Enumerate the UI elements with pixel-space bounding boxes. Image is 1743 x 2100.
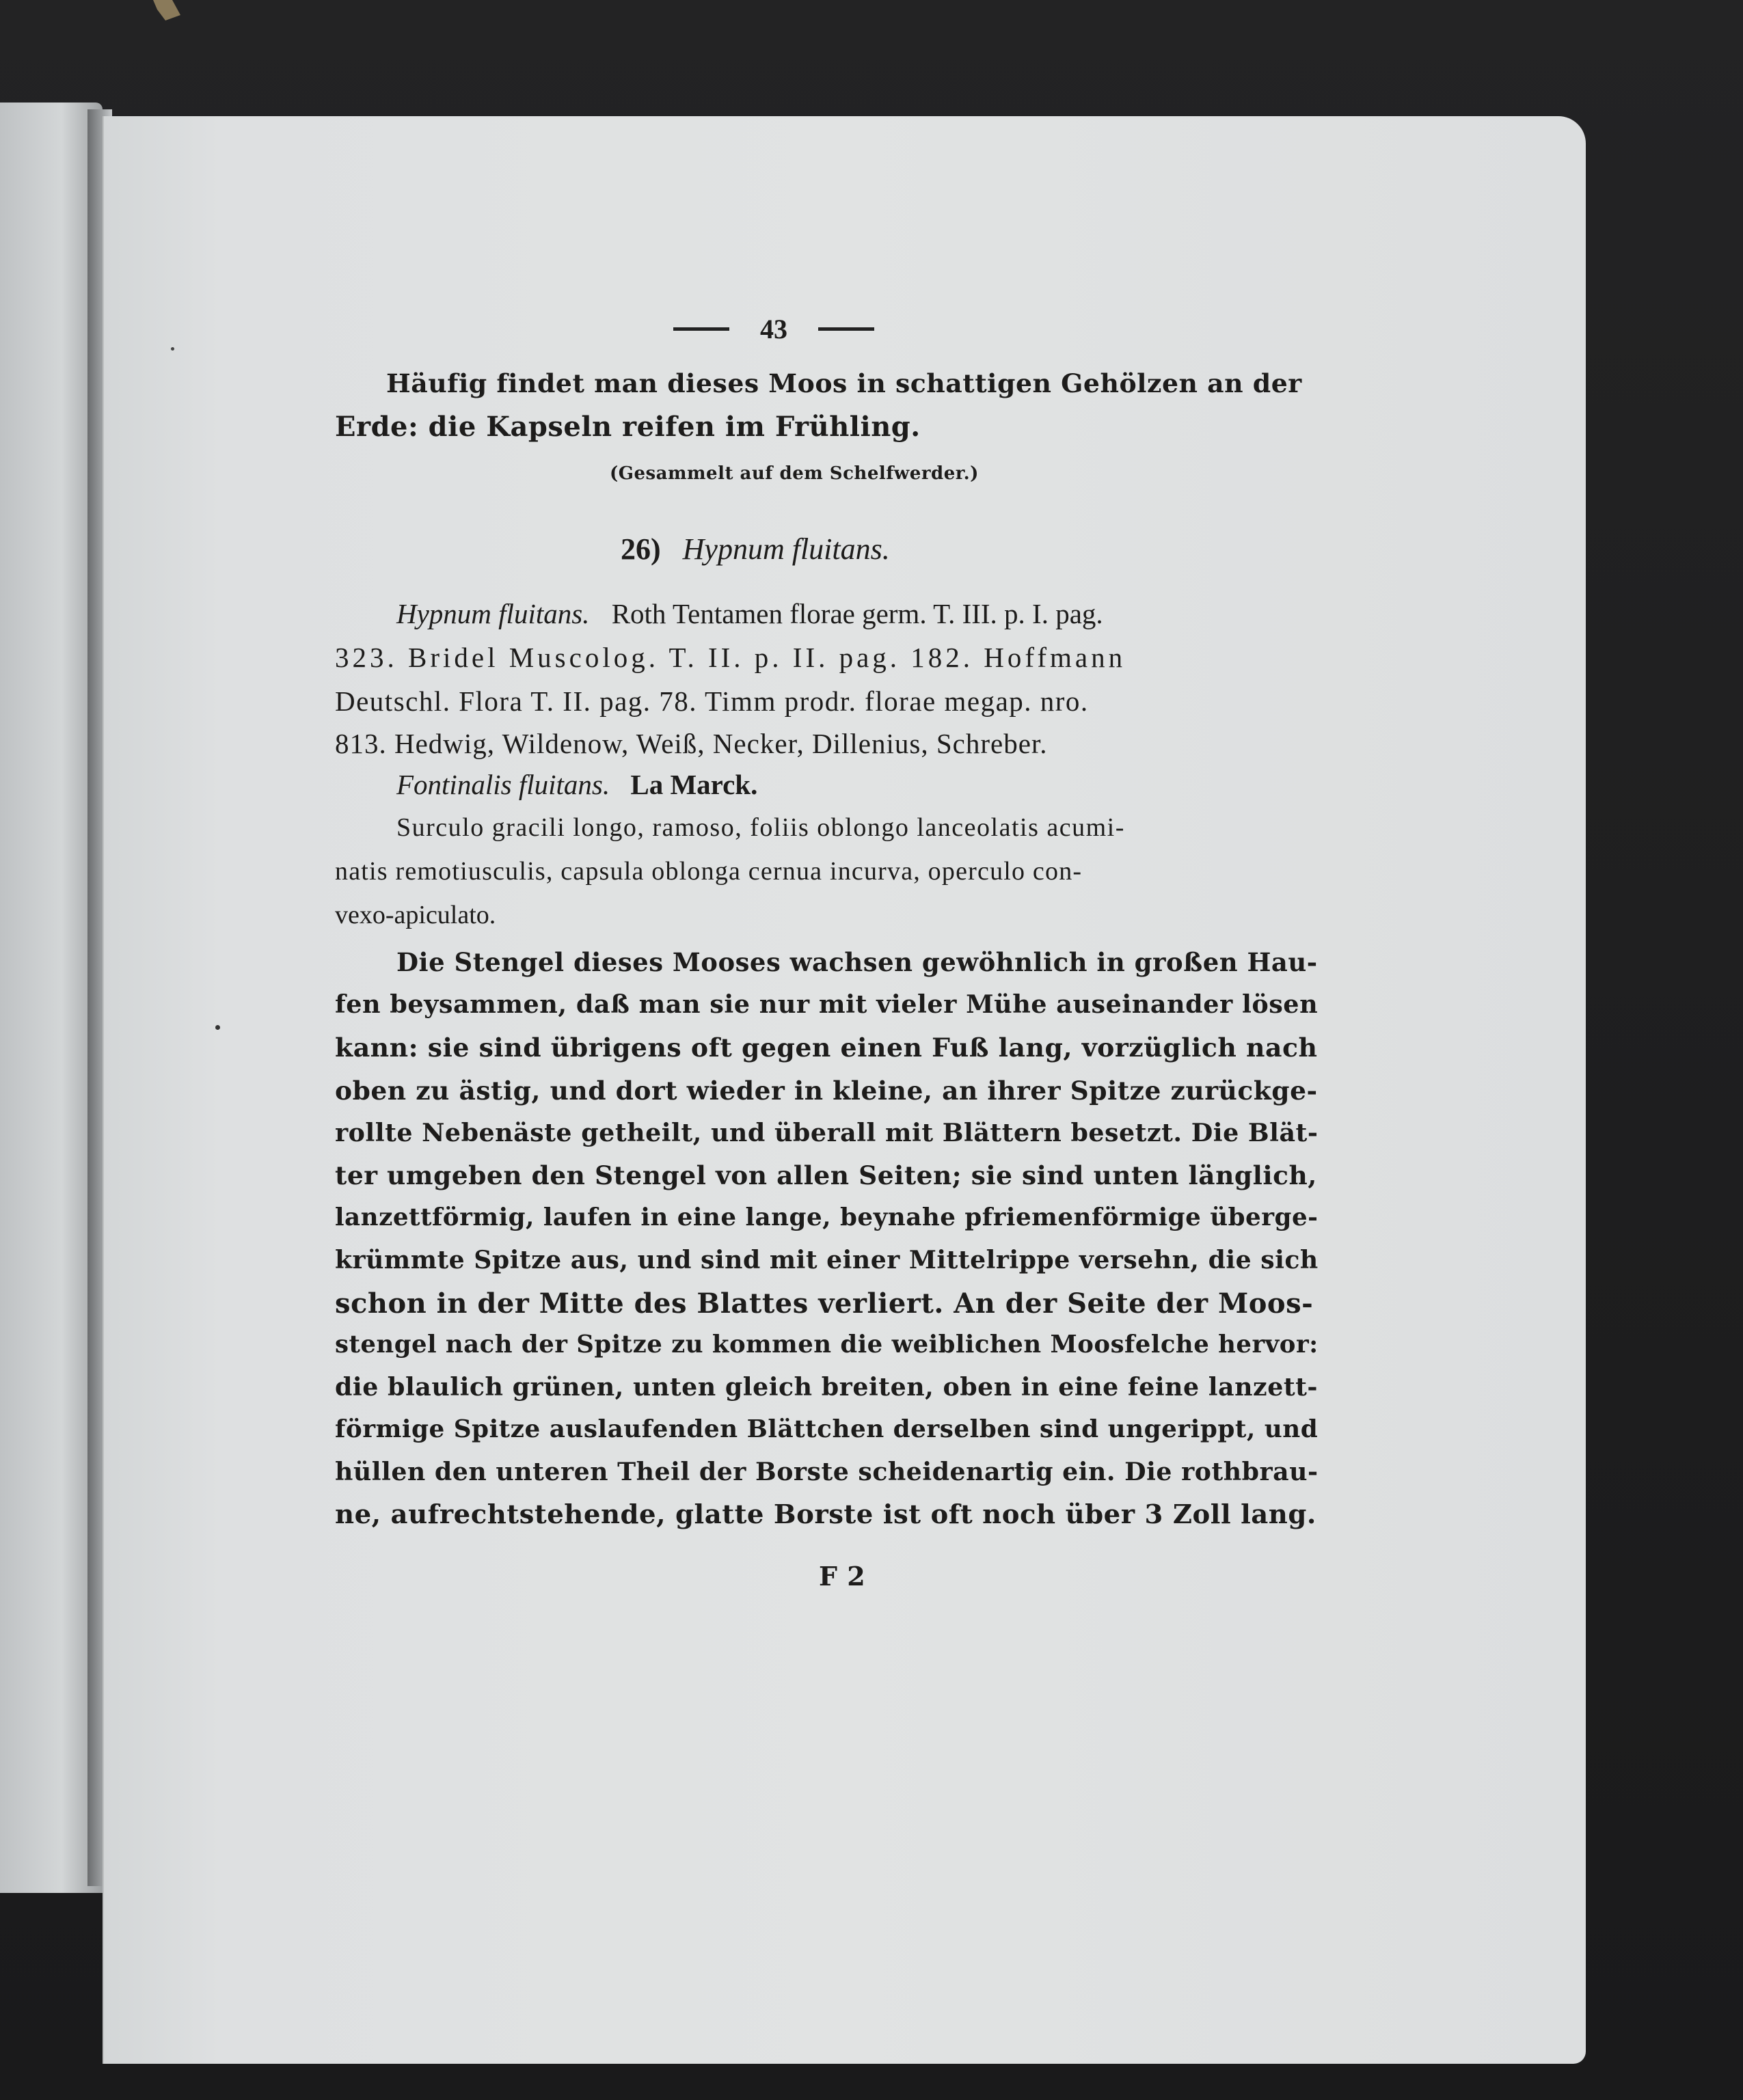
scan-speck <box>215 1025 220 1030</box>
torn-corner-mark <box>152 0 182 27</box>
body-line-8: krümmte Spitze aus, und sind mit einer Mittelrippe versehn, die sich <box>335 1245 1319 1274</box>
header-dash-left <box>673 327 729 331</box>
synonym-line-2: 323. Bridel Muscolog. T. II. p. II. pag. 182. Hoffmann <box>335 642 1126 673</box>
body-line-12: förmige Spitze auslaufenden Blättchen derselben sind ungerippt, und <box>335 1415 1319 1443</box>
species-number: 26) <box>621 532 661 566</box>
synonym-italic-5: Fontinalis fluitans. <box>396 769 610 800</box>
body-line-14: ne, aufrechtstehende, glatte Borste ist oft noch über 3 Zoll lang. <box>335 1499 1316 1530</box>
synonym-line-1 <box>396 600 1103 628</box>
synonym-line-4: 813. Hedwig, Wildenow, Weiß, Necker, Dillenius, Schreber. <box>335 728 1048 759</box>
synonym-line-5 <box>396 771 757 799</box>
latin-line-2: natis remotiusculis, capsula oblonga cernua incurva, operculo con- <box>335 857 1083 886</box>
body-line-10: stengel nach der Spitze zu kommen die weiblichen Moosfelche hervor: <box>335 1331 1319 1359</box>
synonym-rest-1: Roth Tentamen florae germ. T. III. p. I. pag. <box>611 598 1103 629</box>
latin-line-1: Surculo gracili longo, ramoso, foliis oblongo lanceolatis acumi- <box>396 813 1125 842</box>
body-line-1: Die Stengel dieses Mooses wachsen gewöhnlich in großen Hau- <box>396 947 1318 977</box>
body-line-5: rollte Nebenäste getheilt, und überall mit Blättern besetzt. Die Blät- <box>335 1118 1319 1147</box>
collection-note: (Gesammelt auf dem Schelfwerder.) <box>610 463 979 484</box>
intro-line-1 <box>386 370 1370 396</box>
synonym-rest-5: La Marck. <box>630 769 758 800</box>
scan-speck <box>171 347 174 351</box>
body-line-9: schon in der Mitte des Blattes verliert. An der Seite der Moos- <box>335 1287 1314 1320</box>
printer-signature: F 2 <box>819 1561 866 1592</box>
body-line-4: oben zu ästig, und dort wieder in kleine, an ihrer Spitze zurückge- <box>335 1076 1318 1106</box>
body-line-3: kann: sie sind übrigens oft gegen einen Fuß lang, vorzüglich nach <box>335 1033 1318 1063</box>
body-line-2: fen beysammen, daß man sie nur mit vieler Mühe auseinander lösen <box>335 990 1319 1019</box>
page-number: 43 <box>760 314 787 344</box>
body-line-6: ter umgeben den Stengel von allen Seiten; sie sind unten länglich, <box>335 1160 1317 1190</box>
body-line-11: die blaulich grünen, unten gleich breiten, oben in eine feine lanzett- <box>335 1372 1319 1402</box>
latin-line-3: vexo-apiculato. <box>335 901 496 929</box>
synonym-line-3: Deutschl. Flora T. II. pag. 78. Timm prodr. florae megap. nro. <box>335 685 1089 717</box>
species-title: Hypnum fluitans. <box>682 532 890 566</box>
species-heading <box>621 534 890 564</box>
intro-line-2: Erde: die Kapseln reifen im Frühling. <box>335 411 921 443</box>
synonym-italic-1: Hypnum fluitans. <box>396 598 590 629</box>
body-line-13: hüllen den unteren Theil der Borste scheidenartig ein. Die rothbrau- <box>335 1457 1319 1486</box>
header-dash-right <box>818 327 874 331</box>
book-page <box>103 116 1586 2064</box>
intro-text-1: Häufig findet man dieses Moos in schattigen Gehölzen an der <box>386 368 1302 398</box>
body-line-7: lanzettförmig, laufen in eine lange, beynahe pfriemenförmige überge- <box>335 1203 1319 1231</box>
